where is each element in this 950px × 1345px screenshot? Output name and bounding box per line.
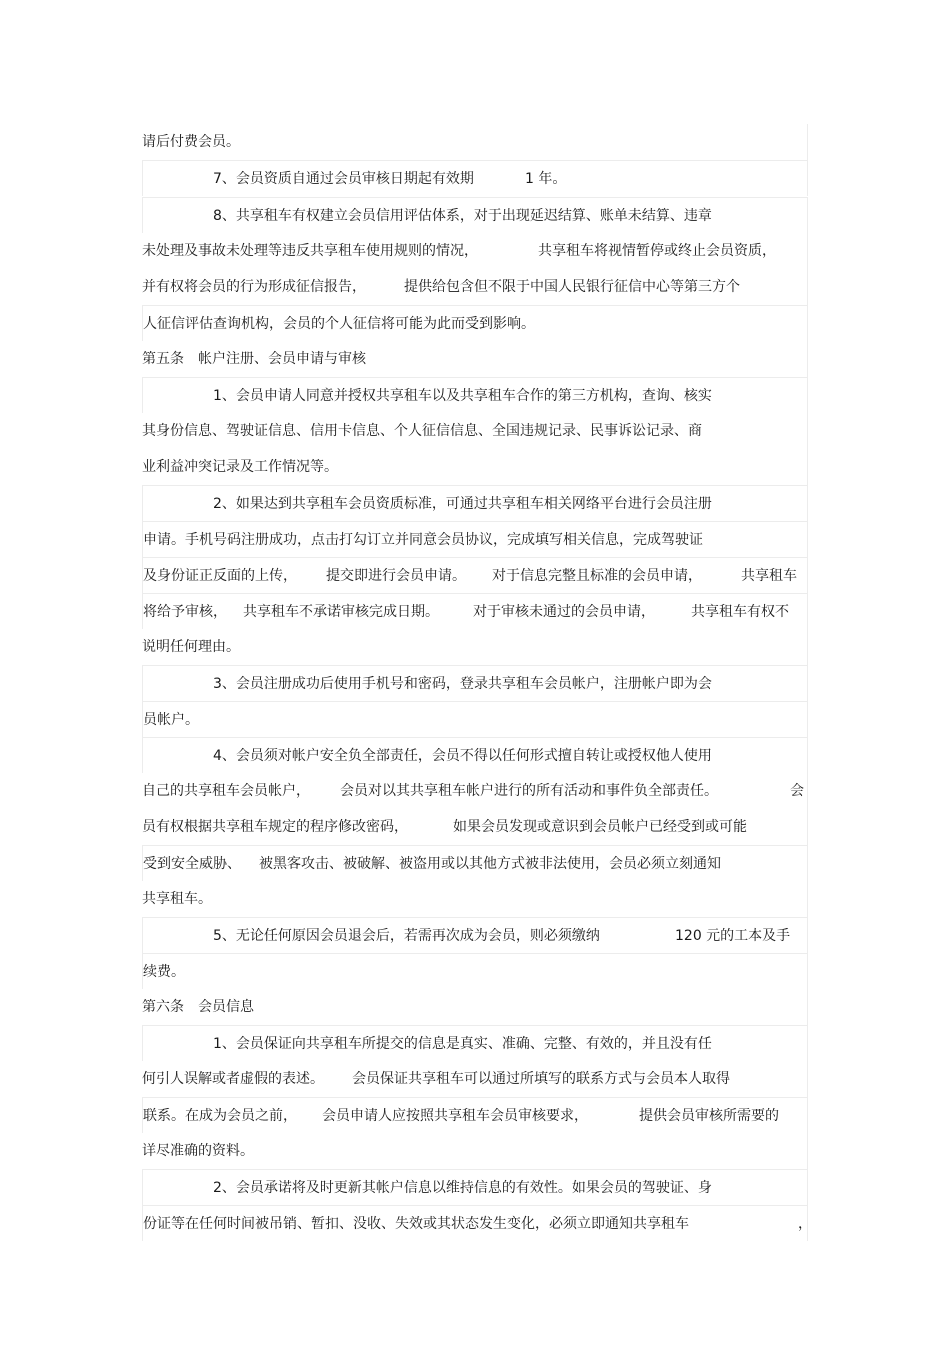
text-line bbox=[142, 953, 808, 989]
text-segment: 联系。在成为会员之前， bbox=[143, 1108, 297, 1124]
text-line bbox=[142, 233, 808, 269]
text-line bbox=[142, 629, 808, 665]
text-line bbox=[142, 989, 808, 1025]
text-segment: 对于信息完整且标准的会员申请， bbox=[492, 568, 702, 584]
text-segment: 120 元的工本及手 bbox=[675, 928, 791, 944]
text-segment: 并有权将会员的行为形成征信报告， bbox=[142, 279, 366, 295]
text-segment: 自己的共享租车会员帐户， bbox=[142, 783, 310, 799]
text-segment: 会 bbox=[790, 783, 804, 799]
text-segment: 请后付费会员。 bbox=[142, 134, 240, 150]
text-line bbox=[142, 485, 808, 521]
text-segment: 会员保证共享租车可以通过所填写的联系方式与会员本人取得 bbox=[352, 1071, 730, 1087]
text-line bbox=[142, 377, 808, 413]
text-segment: 2、如果达到共享租车会员资质标准，可通过共享租车相关网络平台进行会员注册 bbox=[213, 496, 712, 512]
text-segment: 1、会员保证向共享租车所提交的信息是真实、准确、完整、有效的，并且没有任 bbox=[213, 1036, 712, 1052]
text-segment: 业利益冲突记录及工作情况等。 bbox=[142, 459, 338, 475]
text-segment: 共享租车有权不 bbox=[691, 604, 789, 620]
text-line bbox=[142, 124, 808, 160]
text-segment: 1、会员申请人同意并授权共享租车以及共享租车合作的第三方机构，查询、核实 bbox=[213, 388, 712, 404]
text-line bbox=[142, 665, 808, 701]
text-line bbox=[142, 1097, 808, 1133]
text-line bbox=[142, 1133, 808, 1169]
text-line bbox=[142, 1061, 808, 1097]
text-segment: 人征信评估查询机构，会员的个人征信将可能为此而受到影响。 bbox=[143, 316, 535, 332]
text-line bbox=[142, 341, 808, 377]
text-segment: 共享租车不承诺审核完成日期。 bbox=[243, 604, 439, 620]
text-segment: 第五条 帐户注册、会员申请与审核 bbox=[142, 351, 366, 367]
text-segment: 对于审核未通过的会员申请， bbox=[473, 604, 655, 620]
text-segment: 何引人误解或者虚假的表述。 bbox=[142, 1071, 324, 1087]
text-line bbox=[142, 917, 808, 953]
text-line bbox=[142, 557, 808, 593]
text-segment: 如果会员发现或意识到会员帐户已经受到或可能 bbox=[453, 819, 747, 835]
text-segment: 提供会员审核所需要的 bbox=[639, 1108, 779, 1124]
text-segment: 续费。 bbox=[143, 964, 185, 980]
text-line bbox=[142, 773, 808, 809]
text-segment: 及身份证正反面的上传， bbox=[143, 568, 297, 584]
text-segment: 8、共享租车有权建立会员信用评估体系，对于出现延迟结算、账单未结算、违章 bbox=[213, 208, 712, 224]
text-segment: 提供给包含但不限于中国人民银行征信中心等第三方个 bbox=[404, 279, 740, 295]
text-line bbox=[142, 269, 808, 305]
text-segment: 5、无论任何原因会员退会后，若需再次成为会员，则必须缴纳 bbox=[213, 928, 600, 944]
text-segment: 4、会员须对帐户安全负全部责任，会员不得以任何形式擅自转让或授权他人使用 bbox=[213, 748, 712, 764]
text-segment: 被黑客攻击、被破解、被盗用或以其他方式被非法使用，会员必须立刻通知 bbox=[259, 856, 721, 872]
text-segment: 详尽准确的资料。 bbox=[142, 1143, 254, 1159]
text-line bbox=[142, 160, 808, 196]
text-segment: 受到安全威胁、 bbox=[143, 856, 241, 872]
text-segment: 共享租车。 bbox=[142, 891, 212, 907]
text-segment: 第六条 会员信息 bbox=[142, 999, 254, 1015]
text-segment: 会员对以其共享租车帐户进行的所有活动和事件负全部责任。 bbox=[340, 783, 718, 799]
text-segment: 其身份信息、驾驶证信息、信用卡信息、个人征信信息、全国违规记录、民事诉讼记录、商 bbox=[142, 423, 702, 439]
text-segment: 申请。手机号码注册成功，点击打勾订立并同意会员协议，完成填写相关信息，完成驾驶证 bbox=[143, 532, 703, 548]
text-line bbox=[142, 1025, 808, 1061]
text-segment: ， bbox=[798, 1216, 812, 1232]
text-segment: 2、会员承诺将及时更新其帐户信息以维持信息的有效性。如果会员的驾驶证、身 bbox=[213, 1180, 712, 1196]
text-line bbox=[142, 521, 808, 557]
text-segment: 未处理及事故未处理等违反共享租车使用规则的情况， bbox=[142, 243, 478, 259]
text-line bbox=[142, 737, 808, 773]
text-line bbox=[142, 809, 808, 845]
text-line bbox=[142, 449, 808, 485]
text-segment: 1 年。 bbox=[525, 171, 567, 187]
text-segment: 7、会员资质自通过会员审核日期起有效期 bbox=[213, 171, 474, 187]
text-line bbox=[142, 413, 808, 449]
text-segment: 将给予审核， bbox=[143, 604, 227, 620]
text-line bbox=[142, 305, 808, 341]
text-line bbox=[142, 593, 808, 629]
text-line bbox=[142, 1169, 808, 1205]
text-segment: 共享租车将视情暂停或终止会员资质， bbox=[538, 243, 776, 259]
text-line bbox=[142, 1205, 812, 1241]
text-segment: 员帐户。 bbox=[143, 712, 199, 728]
text-segment: 员有权根据共享租车规定的程序修改密码， bbox=[142, 819, 408, 835]
text-line bbox=[142, 701, 808, 737]
text-segment: 份证等在任何时间被吊销、暂扣、没收、失效或其状态发生变化，必须立即通知共享租车 bbox=[143, 1216, 689, 1232]
text-line bbox=[142, 881, 808, 917]
text-line bbox=[142, 197, 808, 233]
text-segment: 3、会员注册成功后使用手机号和密码，登录共享租车会员帐户，注册帐户即为会 bbox=[213, 676, 712, 692]
text-segment: 提交即进行会员申请。 bbox=[326, 568, 466, 584]
text-segment: 说明任何理由。 bbox=[142, 639, 240, 655]
text-segment: 会员申请人应按照共享租车会员审核要求， bbox=[322, 1108, 588, 1124]
text-segment: 共享租车 bbox=[741, 568, 797, 584]
text-line bbox=[142, 845, 808, 881]
